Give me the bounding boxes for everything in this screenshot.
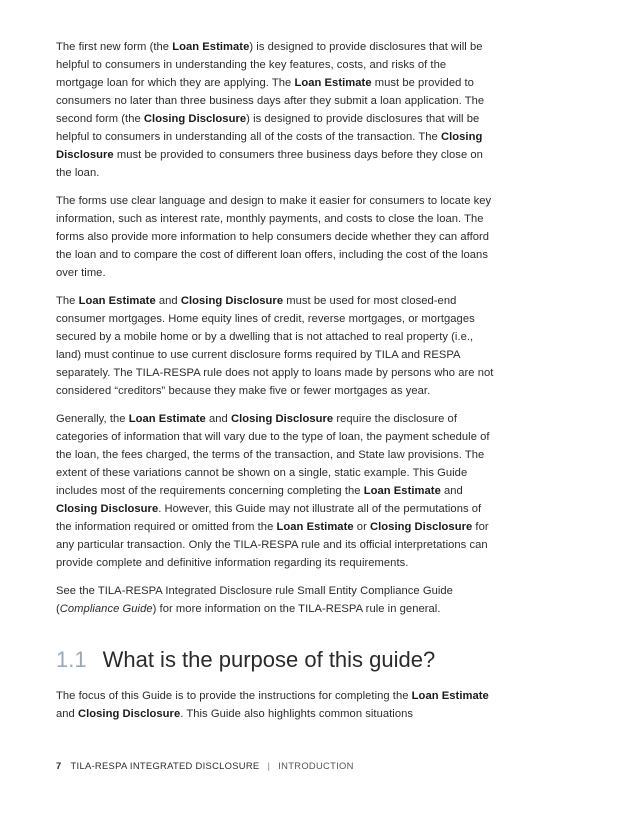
paragraph (56, 582, 496, 618)
text-run: or (353, 521, 371, 533)
text-run: The forms use clear language and design to make it easier for consumers to locate key information, such as interest rate, monthly payments, and costs to close the loan. The forms also provide more information to help consumers decide whether they can afford the loan and to compare the cost of different loan offers, including the cost of the loans over time. (56, 195, 492, 279)
text-run: and (56, 708, 78, 720)
text-run: require the disclosure of categories of information that will vary due to the type of loan, the payment schedule of the loan, the fees charged, the terms of the transaction, and State law provisions. The extent of these variations cannot be shown on a single, static example. This Guide includes most of the requirements concerning completing the (56, 413, 490, 497)
text-run: The (56, 295, 79, 307)
paragraph (56, 292, 496, 400)
text-run: and (205, 413, 231, 425)
text-run: for any particular transaction. Only the TILA-RESPA rule and its official interpretations can provide complete and definitive information regarding its requirements. (56, 521, 489, 569)
text-run: and (440, 485, 463, 497)
text-run: The first new form (the (56, 41, 173, 53)
bold-term: Closing Disclosure (370, 521, 473, 533)
text-run: must be provided to consumers three business days before they close on the loan. (56, 149, 483, 179)
bold-term: Loan Estimate (128, 413, 206, 425)
italic-term: Compliance Guide (59, 603, 153, 615)
section-body (56, 687, 496, 733)
paragraph (56, 410, 496, 572)
bold-term: Loan Estimate (294, 77, 372, 89)
bold-term: Closing Disclosure (77, 708, 181, 720)
text-run: ) is designed to provide disclosures that will be helpful to consumers in understanding all of the costs of the transaction. The (56, 113, 480, 143)
bold-term: Loan Estimate (411, 690, 489, 702)
text-run: Generally, the (56, 413, 129, 425)
text-run: See the TILA-RESPA Integrated Disclosure rule Small Entity Compliance Guide ( (56, 585, 453, 615)
text-run: . This Guide also highlights common situations (180, 708, 414, 720)
bold-term: Closing Disclosure (180, 295, 284, 307)
page-number: 7 (56, 760, 62, 771)
footer-section-name: INTRODUCTION (278, 760, 354, 771)
paragraph (56, 38, 496, 182)
bold-term: Loan Estimate (78, 295, 156, 307)
text-run: ) is designed to provide disclosures that will be helpful to consumers in understanding the key features, costs, and risks of the mortgage loan for which they are applying. The (56, 41, 483, 89)
bold-term: Closing Disclosure (56, 131, 483, 161)
section-title: What is the purpose of this guide? (102, 647, 436, 672)
text-run: must be provided to consumers no later than three business days after they submit a loan application. The second form (the (56, 77, 485, 125)
text-run: and (155, 295, 181, 307)
bold-term: Closing Disclosure (56, 503, 159, 515)
body-text (56, 38, 496, 628)
section-number: 1.1 (56, 647, 87, 672)
text-run: . However, this Guide may not illustrate all of the permutations of the information required or omitted from the (56, 503, 482, 533)
paragraph (56, 192, 496, 282)
bold-term: Loan Estimate (363, 485, 441, 497)
page-footer (56, 760, 354, 771)
section-heading (56, 647, 576, 673)
footer-separator: | (267, 760, 271, 771)
bold-term: Loan Estimate (172, 41, 250, 53)
footer-doc-title: TILA-RESPA INTEGRATED DISCLOSURE (70, 760, 260, 771)
text-run: ) for more information on the TILA-RESPA rule in general. (152, 603, 441, 615)
text-run: The focus of this Guide is to provide the instructions for completing the (56, 690, 412, 702)
bold-term: Closing Disclosure (143, 113, 247, 125)
text-run: must be used for most closed-end consumer mortgages. Home equity lines of credit, reverse mortgages, or mortgages secured by a mobile home or by a dwelling that is not attached to real property (i.e., land) must continue to use current disclosure forms required by TILA and RESPA separately. The TILA-RESPA rule does not apply to loans made by persons who are not considered “creditors” because they make five or fewer mortgages as year. (56, 295, 494, 397)
bold-term: Loan Estimate (276, 521, 354, 533)
bold-term: Closing Disclosure (230, 413, 334, 425)
section-paragraph (56, 687, 496, 723)
